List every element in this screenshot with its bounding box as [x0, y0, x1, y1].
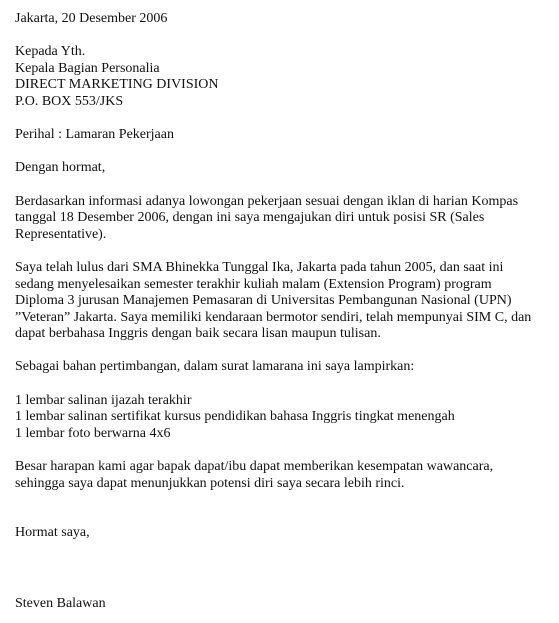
paragraph-line: Representative). [15, 226, 107, 242]
attachment-item: 1 lembar foto berwarna 4x6 [15, 425, 171, 441]
spacer [15, 442, 551, 459]
spacer [15, 111, 551, 128]
recipient-line: DIRECT MARKETING DIVISION [15, 77, 219, 93]
attachment-item: 1 lembar salinan sertifikat kursus pendidikan bahasa Inggris tingkat menengah [15, 409, 455, 425]
spacer [15, 376, 551, 393]
paragraph-line: Diploma 3 jurusan Manajemen Pemasaran di Universitas Pembangunan Nasional (UPN) [15, 293, 512, 309]
paragraph-closing-hope [15, 459, 551, 492]
signer-name: Steven Balawan [15, 595, 106, 611]
spacer [15, 343, 551, 360]
spacer [15, 492, 551, 525]
spacer [15, 243, 551, 260]
paragraph-line: Saya telah lulus dari SMA Bhinekka Tunggal Ika, Jakarta pada tahun 2005, dan saat ini [15, 259, 504, 275]
spacer [15, 144, 551, 161]
recipient-block [15, 44, 551, 110]
spacer [15, 177, 551, 194]
attachment-list [15, 393, 551, 443]
paragraph-line: ”Veteran” Jakarta. Saya memiliki kendaraan bermotor sendiri, telah mempunyai SIM C, dan [15, 309, 532, 325]
closing: Hormat saya, [15, 525, 90, 541]
paragraph-intro [15, 194, 551, 244]
paragraph-line: dapat berbahasa Inggris dengan baik secara lisan maupun tulisan. [15, 326, 381, 342]
subject-line: Perihal : Lamaran Pekerjaan [15, 127, 174, 143]
signature-space [15, 542, 551, 596]
recipient-line: P.O. BOX 553/JKS [15, 93, 124, 109]
spacer [15, 28, 551, 45]
paragraph-attachments-intro: Sebagai bahan pertimbangan, dalam surat lamarana ini saya lampirkan: [15, 359, 415, 375]
paragraph-line: tanggal 18 Desember 2006, dengan ini saya mengajukan diri untuk posisi SR (Sales [15, 210, 485, 226]
recipient-line: Kepala Bagian Personalia [15, 60, 160, 76]
recipient-line: Kepada Yth. [15, 44, 86, 60]
paragraph-line: sehingga saya dapat menunjukkan potensi diri saya secara lebih rinci. [15, 475, 405, 491]
greeting: Dengan hormat, [15, 160, 106, 176]
paragraph-background [15, 260, 551, 343]
paragraph-line: Berdasarkan informasi adanya lowongan pekerjaan sesuai dengan iklan di harian Kompas [15, 193, 519, 209]
paragraph-line: Besar harapan kami agar bapak dapat/ibu dapat memberikan kesempatan wawancara, [15, 459, 494, 475]
attachment-item: 1 lembar salinan ijazah terakhir [15, 392, 192, 408]
date-line: Jakarta, 20 Desember 2006 [15, 11, 168, 26]
paragraph-line: sedang menyelesaikan semester terakhir kuliah malam (Extension Program) program [15, 276, 492, 292]
